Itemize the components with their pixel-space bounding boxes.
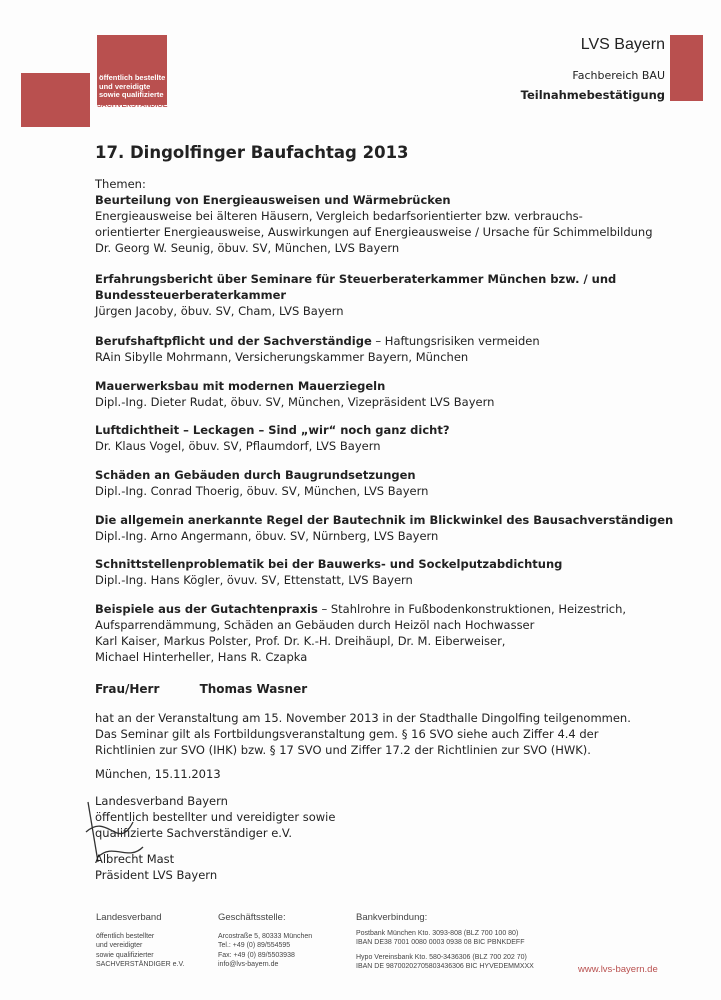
statement-line: Das Seminar gilt als Fortbildungsveranstaltung gem. § 16 SVO siehe auch Ziffer 4.4 der xyxy=(95,727,599,741)
signature-block xyxy=(95,793,335,883)
themes-label: Themen: xyxy=(95,177,146,191)
footer-line: IBAN DE 98700202705803436306 BIC HYVEDEMMXXX xyxy=(356,962,534,970)
topic-line: Dipl.-Ing. Dieter Rudat, öbuv. SV, München, Vizepräsident LVS Bayern xyxy=(95,395,495,409)
participant-name: Thomas Wasner xyxy=(199,682,308,696)
participant xyxy=(95,681,307,697)
topic-line: orientierter Energieausweise, Auswirkungen auf Energieausweise / Ursache für Schimmelbildung xyxy=(95,225,653,239)
footer-line: Postbank München Kto. 3093-808 (BLZ 700 100 80) xyxy=(356,930,519,937)
topic-heading xyxy=(95,271,616,287)
header-doc-type: Teilnahmebestätigung xyxy=(520,88,665,102)
logo-line: öffentlich bestellte xyxy=(99,73,166,82)
topic-title-cont: Bundessteuerberaterkammer xyxy=(95,288,287,302)
topic-title: Berufshaftpflicht und der Sachverständige xyxy=(95,334,372,348)
footer-line: öffentlich bestellter xyxy=(96,933,155,940)
topic-item xyxy=(95,422,450,454)
topic-title: Schnittstellenproblematik bei der Bauwerks- und Sockelputzabdichtung xyxy=(95,557,563,571)
topic-item xyxy=(95,378,494,410)
footer-col-bank xyxy=(356,912,534,971)
signature-org-line: öffentlich bestellter und vereidigter sowie xyxy=(95,810,336,824)
signature-org-line: Landesverband Bayern xyxy=(95,794,228,808)
topic-item xyxy=(95,512,673,544)
topic-line: Dipl.-Ing. Conrad Thoerig, öbuv. SV, München, LVS Bayern xyxy=(95,484,429,498)
topic-title: Beispiele aus der Gutachtenpraxis xyxy=(95,602,318,616)
topic-line: Dr. Klaus Vogel, öbuv. SV, Pflaumdorf, LVS Bayern xyxy=(95,439,381,453)
footer-heading: Landesverband xyxy=(96,912,162,923)
footer-line: und vereidigter xyxy=(96,942,143,950)
topic-item xyxy=(95,271,616,319)
topic-item xyxy=(95,333,540,365)
topic-subtitle: – Haftungsrisiken vermeiden xyxy=(371,334,540,348)
topic-line: Energieausweise bei älteren Häusern, Vergleich bedarfsorientierter bzw. verbrauchs- xyxy=(95,209,583,223)
logo-square-left xyxy=(21,73,90,127)
page-title: 17. Dingolfinger Baufachtag 2013 xyxy=(95,143,409,162)
topic-line: Dipl.-Ing. Hans Kögler, övuv. SV, Ettenstatt, LVS Bayern xyxy=(95,573,413,587)
logo-line: sowie qualifizierte xyxy=(99,90,164,99)
header-dept: Fachbereich BAU xyxy=(572,69,665,82)
topic-title: Luftdichtheit – Leckagen – Sind „wir“ noch ganz dicht? xyxy=(95,423,450,437)
footer-line: Fax: +49 (0) 89/5503938 xyxy=(218,951,295,959)
footer-line: IBAN DE38 7001 0080 0003 0938 08 BIC PBNKDEFF xyxy=(356,939,525,947)
website-link[interactable]: www.lvs-bayern.de xyxy=(578,964,658,975)
topic-line: RAin Sibylle Mohrmann, Versicherungskammer Bayern, München xyxy=(95,350,469,364)
footer-line: sowie qualifizierter xyxy=(96,951,154,959)
topic-title: Erfahrungsbericht über Seminare für Steuerberaterkammer München bzw. / und xyxy=(95,272,617,286)
topic-heading xyxy=(95,378,494,394)
salutation: Frau/Herr xyxy=(95,682,160,696)
signer-name: Albrecht Mast xyxy=(95,852,175,866)
topic-item xyxy=(95,601,626,665)
signature-org-line: qualifizierte Sachverständiger e.V. xyxy=(95,826,292,840)
topic-line: Dipl.-Ing. Arno Angermann, öbuv. SV, Nürnberg, LVS Bayern xyxy=(95,529,439,543)
footer-heading: Geschäftsstelle: xyxy=(218,912,286,923)
topic-subtitle: – Stahlrohre in Fußbodenkonstruktionen, Heizestrich, xyxy=(317,602,627,616)
topic-title: Schäden an Gebäuden durch Baugrundsetzungen xyxy=(95,468,416,482)
footer-line: Tel.: +49 (0) 89/554595 xyxy=(218,942,291,950)
topic-line: Aufsparrendämmung, Schäden an Gebäuden durch Heizöl nach Hochwasser xyxy=(95,618,535,632)
footer-line[interactable]: info@lvs-bayern.de xyxy=(218,960,279,968)
topic-title: Mauerwerksbau mit modernen Mauerziegeln xyxy=(95,379,386,393)
topic-heading xyxy=(95,192,653,208)
topic-title: Beurteilung von Energieausweisen und Wärmebrücken xyxy=(95,193,451,207)
footer-line: Arcostraße 5, 80333 München xyxy=(218,933,313,940)
topic-line: Jürgen Jacoby, öbuv. SV, Cham, LVS Bayern xyxy=(95,304,344,318)
topic-item xyxy=(95,556,562,588)
footer-col-office xyxy=(218,912,312,969)
logo-subtitle: SACHVERSTÄNDIGE xyxy=(97,102,168,109)
header-org: LVS Bayern xyxy=(580,36,665,53)
footer-col-association xyxy=(96,912,184,969)
topic-heading xyxy=(95,512,673,528)
topic-heading xyxy=(95,333,540,349)
signer-role: Präsident LVS Bayern xyxy=(95,868,218,882)
statement-line: hat an der Veranstaltung am 15. November 2013 in der Stadthalle Dingolfing teilgenommen. xyxy=(95,711,631,725)
topic-heading xyxy=(95,467,428,483)
topic-item xyxy=(95,192,653,256)
topic-heading xyxy=(95,422,450,438)
topic-line: Dr. Georg W. Seunig, öbuv. SV, München, LVS Bayern xyxy=(95,241,400,255)
logo-text xyxy=(99,74,165,100)
topic-title: Die allgemein anerkannte Regel der Bautechnik im Blickwinkel des Bausachverständigen xyxy=(95,513,674,527)
footer-heading: Bankverbindung: xyxy=(356,912,428,923)
topic-item xyxy=(95,467,428,499)
topic-line: Michael Hinterheller, Hans R. Czapka xyxy=(95,650,308,664)
statement-line: Richtlinien zur SVO (IHK) bzw. § 17 SVO und Ziffer 17.2 der Richtlinien zur SVO (HWK). xyxy=(95,743,591,757)
footer-line: Hypo Vereinsbank Kto. 580-3436306 (BLZ 700 202 70) xyxy=(356,953,527,961)
logo-line: und vereidigte xyxy=(99,81,151,91)
place-date: München, 15.11.2013 xyxy=(95,767,221,781)
statement xyxy=(95,710,631,758)
topic-line: Karl Kaiser, Markus Polster, Prof. Dr. K.-H. Dreihäupl, Dr. M. Eiberweiser, xyxy=(95,634,506,648)
topic-heading xyxy=(95,556,562,572)
header-accent-square xyxy=(670,35,703,101)
topic-heading xyxy=(95,601,626,617)
footer-line: SACHVERSTÄNDIGER e.V. xyxy=(96,960,185,968)
